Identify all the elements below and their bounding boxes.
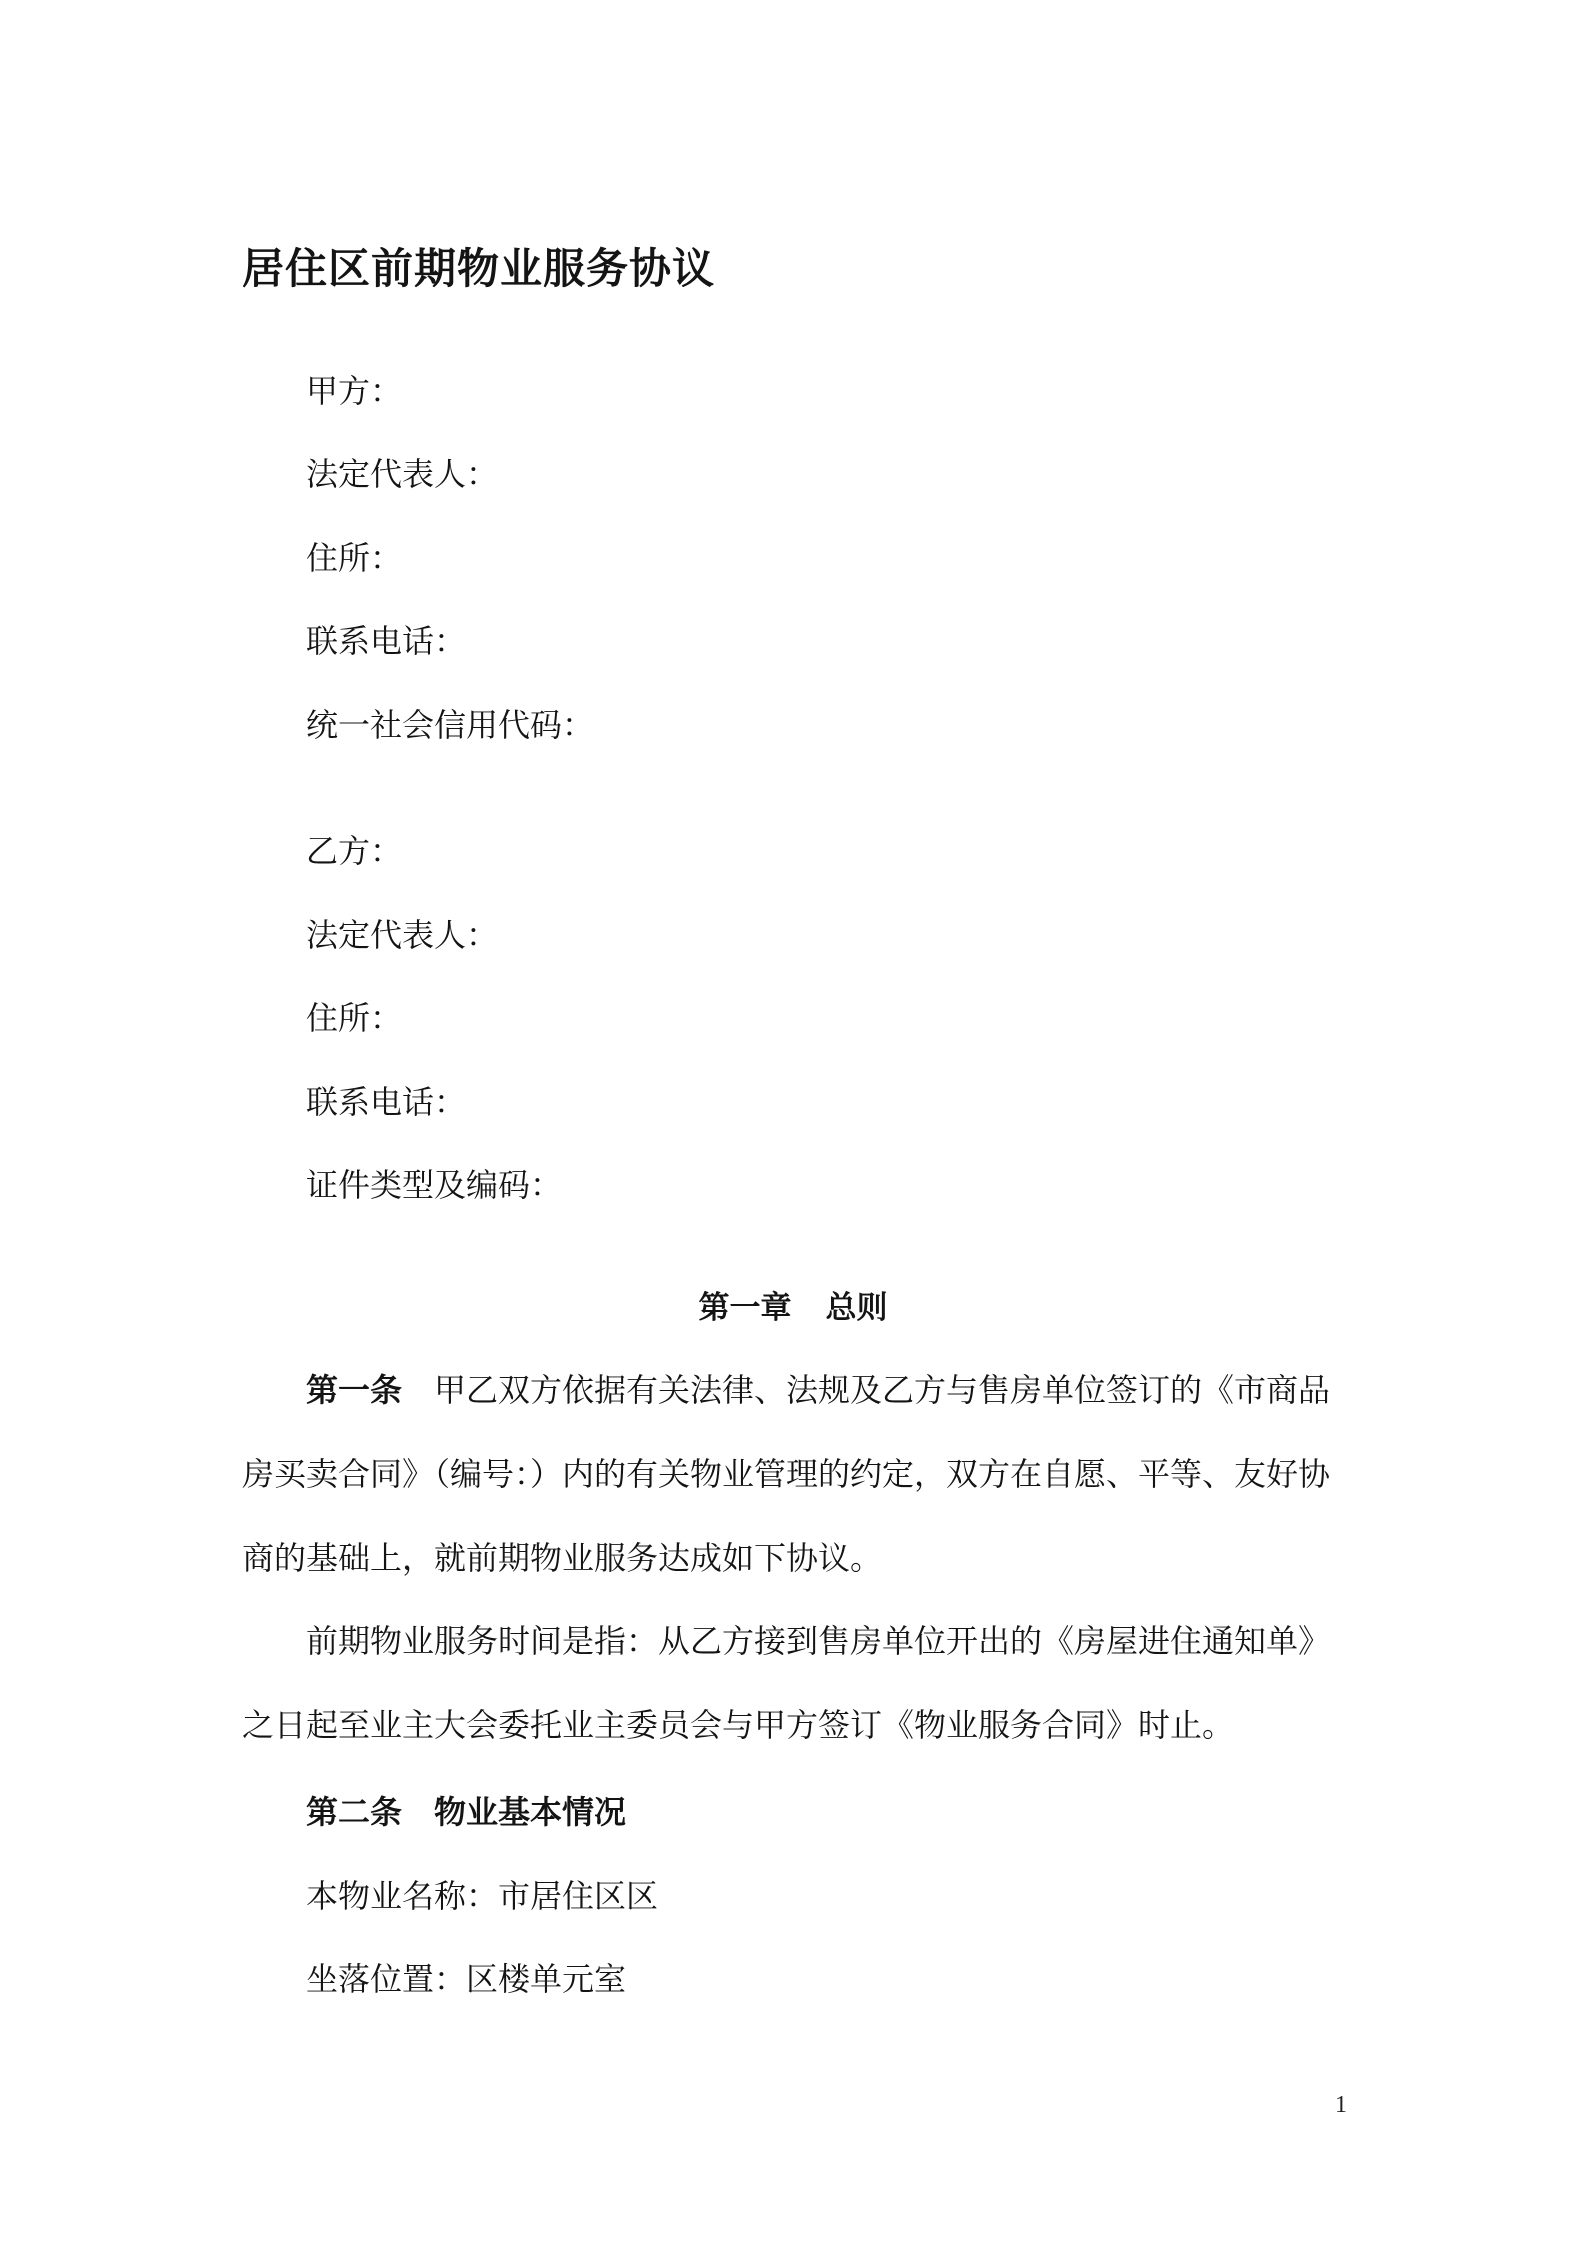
property-location-line: 坐落位置：区楼单元室 <box>306 1960 627 1998</box>
chapter-heading <box>0 1287 1586 1329</box>
document-title: 居住区前期物业服务协议 <box>242 244 716 293</box>
party-b-id-label: 证件类型及编码： <box>306 1166 563 1204</box>
article-1-paragraph <box>242 1348 1352 1600</box>
page-number: 1 <box>1335 2092 1347 2118</box>
party-a-name-label: 甲方： <box>306 372 403 410</box>
article-2-heading <box>306 1791 626 1833</box>
party-b-legal-rep-label: 法定代表人： <box>306 916 499 954</box>
chapter-number: 第一章 <box>698 1290 792 1326</box>
chapter-title: 总则 <box>825 1290 888 1326</box>
service-period-paragraph <box>242 1599 1352 1767</box>
party-a-address-label: 住所： <box>306 539 403 577</box>
article-2-title: 物业基本情况 <box>434 1793 627 1831</box>
article-1-text: 甲乙双方依据有关法律、法规及乙方与售房单位签订的《市商品房买卖合同》（编号：）内的有关物业管理的约定，双方在自愿、平等、友好协商的基础上，就前期物业服务达成如下协议。 <box>242 1371 1331 1577</box>
service-period-text: 前期物业服务时间是指：从乙方接到售房单位开出的《房屋进住通知单》之日起至业主大会委托业主委员会与甲方签订《物业服务合同》时止。 <box>242 1622 1331 1744</box>
party-a-credit-code-label: 统一社会信用代码： <box>306 706 595 744</box>
party-a-phone-label: 联系电话： <box>306 622 467 660</box>
property-name-line: 本物业名称：市居住区区 <box>306 1877 659 1915</box>
party-b-phone-label: 联系电话： <box>306 1083 467 1121</box>
party-b-name-label: 乙方： <box>306 832 403 870</box>
party-a-legal-rep-label: 法定代表人： <box>306 455 499 493</box>
article-2-label: 第二条 <box>306 1793 403 1831</box>
party-b-address-label: 住所： <box>306 999 403 1037</box>
article-1-label: 第一条 <box>306 1371 403 1409</box>
